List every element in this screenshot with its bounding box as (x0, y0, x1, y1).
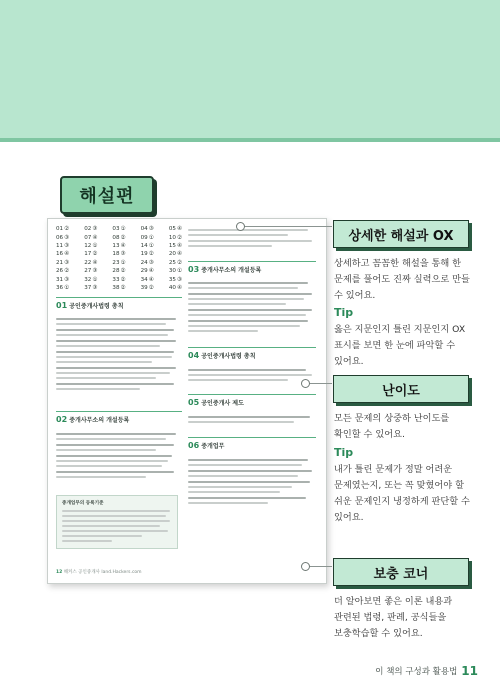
question-05-number: 05 (188, 398, 200, 407)
answer-cell (84, 268, 97, 274)
answer-cell (84, 285, 97, 291)
answer-cell (169, 235, 182, 241)
answer-choice: ④ (176, 284, 182, 291)
answer-number: 01 (56, 226, 64, 233)
answer-number: 09 (140, 234, 148, 241)
section-divider (56, 411, 182, 412)
question-03-heading (188, 265, 261, 274)
answer-choice: ② (64, 268, 70, 275)
page-number: 11 (461, 664, 478, 678)
answer-choice: ② (64, 226, 70, 233)
text-line (62, 530, 168, 532)
text-line (188, 293, 312, 295)
answer-cell (84, 226, 97, 232)
answer-number: 04 (140, 226, 148, 233)
text-line (188, 379, 288, 381)
answer-number: 32 (84, 276, 92, 283)
answer-choice: ③ (64, 259, 70, 266)
section-divider (188, 437, 316, 438)
text-line (188, 325, 300, 327)
answer-number: 17 (84, 251, 92, 258)
sample-page-footer-text: 해커스 공인중개사 land.Hackers.com (63, 570, 142, 575)
text-line (188, 234, 288, 236)
question-06-title: 중개업무 (201, 443, 225, 450)
text-line (56, 318, 176, 320)
text-line (188, 369, 306, 371)
answer-cell (56, 268, 69, 274)
answer-cell (141, 260, 154, 266)
answer-number: 36 (56, 284, 64, 291)
answer-choice: ② (176, 259, 182, 266)
text-line (188, 486, 292, 488)
callout-label-supplement: 보충 코너 (333, 558, 469, 586)
text-line (188, 240, 312, 242)
answer-number: 30 (168, 268, 176, 275)
question-01-number: 01 (56, 301, 68, 310)
connector-dot (301, 562, 310, 571)
answer-cell (141, 277, 154, 283)
answer-choice: ③ (120, 251, 126, 258)
answer-choice: ③ (148, 226, 154, 233)
answer-cell (56, 243, 69, 249)
answer-choice: ① (92, 242, 98, 249)
text-line (56, 340, 176, 342)
text-line (56, 377, 156, 379)
answer-cell (112, 277, 125, 283)
sample-answer-page (47, 218, 327, 584)
text-line (56, 444, 174, 446)
answer-number: 12 (84, 242, 92, 249)
answer-choice: ① (92, 276, 98, 283)
answer-number: 33 (112, 276, 120, 283)
text-line (56, 455, 172, 457)
answer-choice: ③ (176, 276, 182, 283)
answer-grid (56, 225, 182, 292)
answer-number: 08 (112, 234, 120, 241)
text-line (56, 433, 176, 435)
text-line (56, 460, 168, 462)
answer-row (56, 250, 182, 258)
answer-cell (141, 235, 154, 241)
answer-cell (84, 243, 97, 249)
question-03-title: 중개사무소의 개설등록 (201, 267, 262, 274)
answer-number: 28 (112, 268, 120, 275)
answer-cell (169, 285, 182, 291)
text-line (188, 314, 306, 316)
answer-number: 22 (84, 259, 92, 266)
answer-choice: ④ (64, 251, 70, 258)
answer-cell (56, 260, 69, 266)
answer-number: 11 (56, 242, 64, 249)
answer-row (56, 242, 182, 250)
text-line (56, 356, 172, 358)
connector-line (240, 226, 332, 227)
answer-row (56, 267, 182, 275)
answer-row (56, 233, 182, 241)
connector-dot (301, 379, 310, 388)
answer-row (56, 284, 182, 292)
callout-label-explanation: 상세한 해설과 OX (333, 220, 469, 248)
section-tag: 해설편 (60, 176, 154, 214)
text-line (56, 388, 140, 390)
answer-number: 19 (140, 251, 148, 258)
answer-cell (141, 243, 154, 249)
page-footer (375, 664, 478, 678)
answer-choice: ② (120, 268, 126, 275)
question-02-title: 중개사무소의 개설등록 (69, 417, 130, 424)
text-line (56, 476, 146, 478)
answer-choice: ④ (176, 242, 182, 249)
answer-choice: ① (148, 242, 154, 249)
text-line (62, 535, 142, 537)
text-line (188, 303, 286, 305)
answer-number: 38 (112, 284, 120, 291)
answer-choice: ② (120, 284, 126, 291)
supplement-box (56, 495, 178, 549)
question-02-number: 02 (56, 415, 68, 424)
answer-cell (56, 277, 69, 283)
callout-desc-explanation: 상세하고 꼼꼼한 해설을 통해 한 문제를 풀어도 진짜 실력으로 만들 수 있어요. (334, 258, 470, 301)
text-line (62, 510, 170, 512)
answer-number: 05 (168, 226, 176, 233)
text-line (56, 449, 156, 451)
text-line (188, 481, 310, 483)
text-line (188, 470, 312, 472)
answer-cell (169, 251, 182, 257)
answer-choice: ③ (64, 234, 70, 241)
answer-number: 35 (168, 276, 176, 283)
connector-dot (236, 222, 245, 231)
sample-page-number: 12 (56, 570, 63, 575)
answer-number: 27 (84, 268, 92, 275)
question-05-heading (188, 398, 244, 407)
answer-cell (56, 226, 69, 232)
answer-cell (112, 260, 125, 266)
question-05-title: 공인중개사 제도 (201, 400, 244, 407)
text-line (188, 309, 312, 311)
text-line (62, 520, 170, 522)
answer-number: 31 (56, 276, 64, 283)
question-02-heading (56, 415, 129, 424)
answer-choice: ④ (92, 259, 98, 266)
callout-desc-supplement: 더 알아보면 좋은 이론 내용과 관련된 법령, 판례, 공식들을 보충학습할 수 있어요. (334, 596, 453, 639)
supplement-box-title: 중개업무의 등록기준 (62, 501, 104, 506)
question-04-title: 공인중개사법령 총칙 (201, 353, 256, 360)
text-line (188, 464, 302, 466)
text-line (56, 345, 160, 347)
answer-cell (112, 235, 125, 241)
answer-cell (112, 285, 125, 291)
answer-number: 37 (84, 284, 92, 291)
text-line (56, 465, 162, 467)
text-line (188, 475, 298, 477)
text-line (188, 282, 308, 284)
text-line (56, 361, 152, 363)
answer-number: 03 (112, 226, 120, 233)
answer-number: 10 (168, 234, 176, 241)
top-band-line (0, 138, 500, 142)
answer-number: 23 (112, 259, 120, 266)
answer-choice: ② (92, 251, 98, 258)
answer-number: 14 (140, 242, 148, 249)
answer-choice: ③ (148, 259, 154, 266)
section-divider (188, 347, 316, 348)
callout-desc-difficulty: 모든 문제의 상중하 난이도를 확인할 수 있어요. (334, 413, 450, 440)
answer-choice: ④ (148, 276, 154, 283)
text-line (188, 491, 280, 493)
page-footer-title: 이 책의 구성과 활용법 (375, 667, 458, 677)
sample-page-footer (56, 569, 142, 575)
callout-tip-difficulty: 내가 틀린 문제가 정말 어려운 문제였는지, 또는 꼭 맞혔어야 할 쉬운 문제인지 냉정하게 판단할 수 있어요. (334, 464, 470, 523)
answer-cell (84, 277, 97, 283)
answer-choice: ② (120, 276, 126, 283)
text-line (56, 471, 174, 473)
answer-choice: ④ (176, 251, 182, 258)
answer-number: 24 (140, 259, 148, 266)
answer-number: 26 (56, 268, 64, 275)
question-01-heading (56, 301, 124, 310)
answer-choice: ④ (120, 242, 126, 249)
text-line (188, 502, 268, 504)
text-line (188, 497, 306, 499)
answer-cell (56, 285, 69, 291)
answer-number: 16 (56, 251, 64, 258)
answer-cell (56, 235, 69, 241)
answer-cell (169, 243, 182, 249)
answer-number: 40 (168, 284, 176, 291)
answer-choice: ③ (64, 276, 70, 283)
text-line (62, 515, 166, 517)
answer-choice: ① (64, 284, 70, 291)
answer-cell (169, 226, 182, 232)
answer-number: 13 (112, 242, 120, 249)
answer-cell (169, 260, 182, 266)
answer-number: 07 (84, 234, 92, 241)
answer-number: 06 (56, 234, 64, 241)
question-06-heading (188, 441, 224, 450)
answer-cell (112, 243, 125, 249)
answer-choice: ③ (92, 268, 98, 275)
answer-choice: ④ (92, 234, 98, 241)
answer-cell (169, 268, 182, 274)
text-line (56, 323, 166, 325)
section-divider (188, 394, 316, 395)
text-line (62, 525, 160, 527)
answer-number: 20 (168, 251, 176, 258)
answer-row (56, 275, 182, 283)
question-01-title: 공인중개사법령 총칙 (69, 303, 124, 310)
answer-choice: ① (120, 226, 126, 233)
answer-choice: ② (148, 284, 154, 291)
text-line (56, 367, 176, 369)
text-line (188, 459, 308, 461)
section-divider (56, 297, 182, 298)
answer-choice: ④ (148, 268, 154, 275)
callout-label-difficulty: 난이도 (333, 375, 469, 403)
text-line (188, 416, 310, 418)
text-line (56, 334, 168, 336)
answer-cell (141, 251, 154, 257)
question-03-number: 03 (188, 265, 200, 274)
text-line (188, 330, 258, 332)
answer-row (56, 225, 182, 233)
answer-number: 34 (140, 276, 148, 283)
callout-tip-explanation: 옳은 지문인지 틀린 지문인지 OX 표시를 보면 한 눈에 파악할 수 있어요. (334, 324, 466, 367)
answer-row (56, 259, 182, 267)
answer-cell (84, 235, 97, 241)
answer-number: 25 (168, 259, 176, 266)
answer-choice: ③ (92, 226, 98, 233)
text-line (56, 383, 174, 385)
text-line (188, 421, 294, 423)
answer-cell (169, 277, 182, 283)
answer-number: 18 (112, 251, 120, 258)
answer-choice: ② (176, 234, 182, 241)
answer-cell (141, 226, 154, 232)
answer-choice: ④ (176, 226, 182, 233)
answer-choice: ② (148, 251, 154, 258)
text-line (188, 245, 272, 247)
answer-choice: ③ (92, 284, 98, 291)
answer-number: 39 (140, 284, 148, 291)
callout-tip-title: Tip (334, 306, 354, 319)
top-band (0, 0, 500, 138)
answer-number: 02 (84, 226, 92, 233)
answer-cell (112, 268, 125, 274)
text-line (56, 351, 174, 353)
text-line (56, 372, 170, 374)
text-line (188, 229, 308, 231)
answer-cell (56, 251, 69, 257)
question-04-number: 04 (188, 351, 200, 360)
answer-number: 15 (168, 242, 176, 249)
text-line (188, 298, 304, 300)
answer-number: 21 (56, 259, 64, 266)
answer-cell (141, 285, 154, 291)
callout-tip-title: Tip (334, 446, 354, 459)
text-line (188, 287, 298, 289)
section-divider (188, 261, 316, 262)
answer-choice: ① (148, 234, 154, 241)
text-line (188, 320, 308, 322)
question-06-number: 06 (188, 441, 200, 450)
text-line (56, 329, 174, 331)
answer-cell (84, 260, 97, 266)
text-line (188, 374, 312, 376)
answer-cell (112, 226, 125, 232)
text-line (56, 438, 166, 440)
answer-cell (84, 251, 97, 257)
answer-choice: ① (120, 259, 126, 266)
answer-number: 29 (140, 268, 148, 275)
answer-cell (141, 268, 154, 274)
text-line (62, 540, 112, 542)
answer-choice: ③ (64, 242, 70, 249)
answer-choice: ① (176, 268, 182, 275)
question-04-heading (188, 351, 256, 360)
answer-choice: ② (120, 234, 126, 241)
answer-cell (112, 251, 125, 257)
